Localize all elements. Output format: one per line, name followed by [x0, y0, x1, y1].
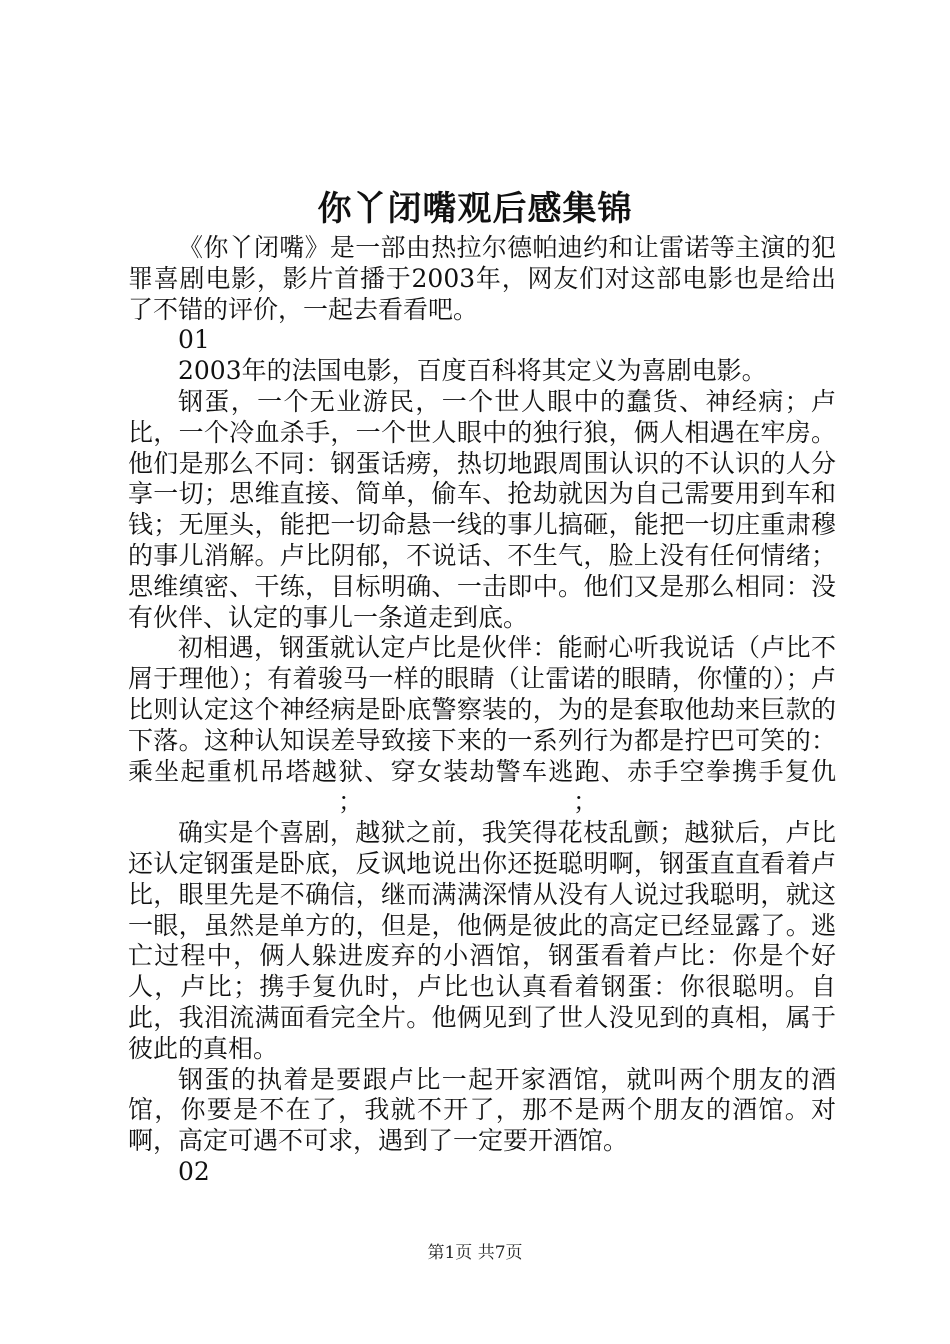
paragraph [128, 633, 836, 818]
paragraph: 2003年的法国电影，百度百科将其定义为喜剧电影。 [178, 356, 767, 386]
section-number: 01 [178, 325, 210, 355]
punctuation-mark: ； [573, 787, 599, 817]
paragraph-intro: 《你丫闭嘴》是一部由热拉尔德帕迪约和让雷诺等主演的犯罪喜剧电影，影片首播于2003年，网友们对这部电影也是给出了不错的评价，一起去看看吧。 [128, 233, 836, 324]
document-title: 你丫闭嘴观后感集锦 [317, 189, 633, 229]
document-body [128, 233, 836, 1188]
punctuation-mark: ； [338, 787, 364, 817]
paragraph: 钢蛋，一个无业游民，一个世人眼中的蠢货、神经病；卢比，一个冷血杀手，一个世人眼中的独行狼，俩人相遇在牢房。他们是那么不同：钢蛋话痨，热切地跟周围认识的不认识的人分享一切；思维直接、简单，偷车、抢劫就因为自己需要用到车和钱；无厘头，能把一切命悬一线的事儿搞砸，能把一切庄重肃穆的事儿消解。卢比阴郁，不说话、不生气，脸上没有任何情绪；思维缜密、干练，目标明确、一击即中。他们又是那么相同：没有伙伴、认定的事儿一条道走到底。 [128, 386, 836, 632]
paragraph: 钢蛋的执着是要跟卢比一起开家酒馆，就叫两个朋友的酒馆，你要是不在了，我就不开了，那不是两个朋友的酒馆。对啊，高定可遇不可求，遇到了一定要开酒馆。 [128, 1064, 836, 1156]
section-number: 02 [178, 1156, 210, 1186]
paragraph: 确实是个喜剧，越狱之前，我笑得花枝乱颤；越狱后，卢比还认定钢蛋是卧底，反讽地说出你还挺聪明啊，钢蛋直直看着卢比，眼里先是不确信，继而满满深情从没有人说过我聪明，就这一眼，虽然是单方的，但是，他俩是彼此的高定已经显露了。逃亡过程中，俩人躲进废弃的小酒馆，钢蛋看着卢比：你是个好人，卢比；携手复仇时，卢比也认真看着钢蛋：你很聪明。自此，我泪流满面看完全片。他俩见到了世人没见到的真相，属于彼此的真相。 [128, 818, 836, 1063]
page-footer: 第1页 共7页 [427, 1243, 523, 1263]
paragraph-text: 初相遇，钢蛋就认定卢比是伙伴：能耐心听我说话（卢比不屑于理他）；有着骏马一样的眼睛（让雷诺的眼睛，你懂的）；卢比则认定这个神经病是卧底警察装的，为的是套取他劫来巨款的下落。这种认知误差导致接下来的一系列行为都是拧巴可笑的：乘坐起重机吊塔越狱、穿女装劫警车逃跑、赤手空拳携手复仇 [128, 633, 836, 786]
